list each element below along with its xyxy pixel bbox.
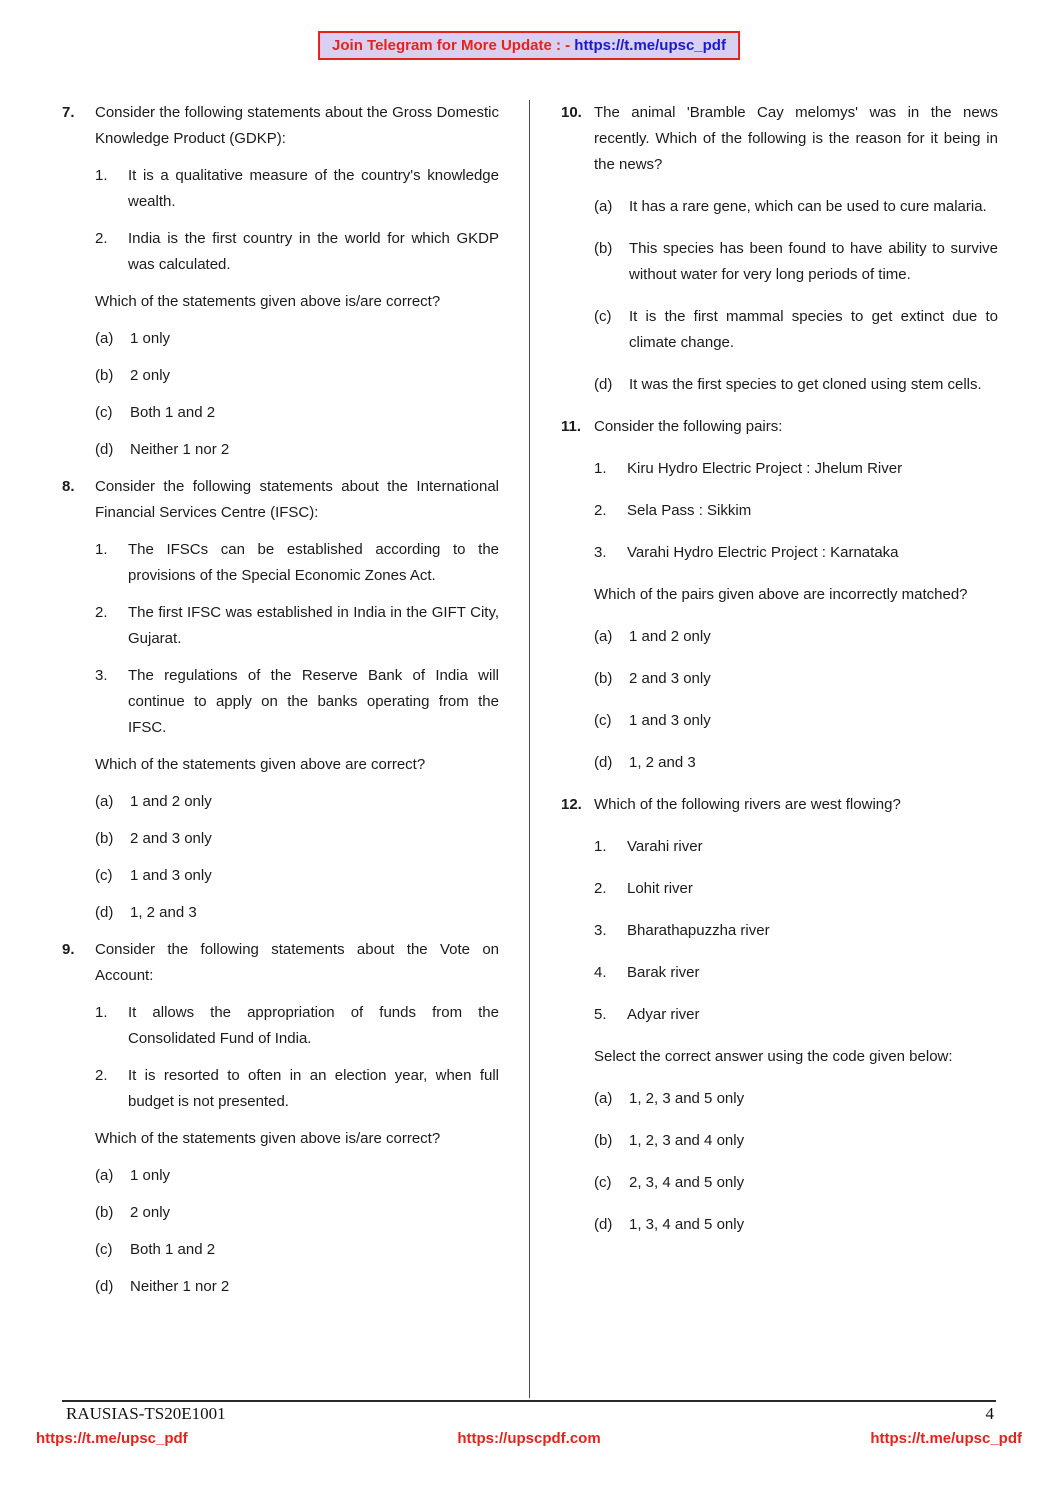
question-intro: Consider the following pairs: (594, 418, 783, 435)
option-row (95, 789, 499, 815)
option-row (594, 194, 998, 220)
question-stem: Which of the statements given above is/are correct? (95, 1130, 441, 1147)
option-label: (d) (594, 754, 613, 771)
footer-code: RAUSIAS-TS20E1001 (66, 1404, 226, 1423)
option-label: (a) (95, 330, 114, 347)
statement-row (594, 960, 998, 986)
statement-text: Bharathapuzzha river (627, 922, 770, 939)
option-row (594, 372, 998, 398)
option-text: 2 only (130, 1204, 171, 1221)
option-label: (d) (95, 904, 114, 921)
option-label: (b) (95, 367, 114, 384)
option-text: 1, 3, 4 and 5 only (629, 1216, 745, 1233)
statement-text: The regulations of the Reserve Bank of India will continue to apply on the banks operating from the IFSC. (128, 667, 499, 736)
option-row (95, 1237, 499, 1263)
question-body (594, 100, 998, 398)
option-row (95, 826, 499, 852)
question-number: 8. (62, 478, 75, 495)
statement-row (95, 600, 499, 652)
statement-row (95, 1063, 499, 1115)
column-left (62, 100, 529, 1398)
option-row (594, 1170, 998, 1196)
option-label: (d) (95, 441, 114, 458)
option-text: 1, 2 and 3 (130, 904, 197, 921)
option-label: (b) (95, 1204, 114, 1221)
option-row (594, 666, 998, 692)
statement-number: 2. (594, 880, 607, 897)
question-block (62, 474, 499, 926)
option-text: Both 1 and 2 (130, 1241, 216, 1258)
telegram-banner (318, 31, 740, 60)
option-label: (a) (95, 1167, 114, 1184)
option-text: 1, 2, 3 and 5 only (629, 1090, 745, 1107)
option-label: (a) (594, 628, 613, 645)
statement-text: Adyar river (627, 1006, 700, 1023)
statement-text: It is a qualitative measure of the country's knowledge wealth. (128, 167, 499, 210)
statement-row (594, 498, 998, 524)
statement-number: 3. (594, 544, 607, 561)
statement-row (594, 540, 998, 566)
option-label: (b) (95, 830, 114, 847)
question-stem: Which of the statements given above is/are correct? (95, 293, 441, 310)
question-intro: Consider the following statements about the Vote on Account: (95, 941, 499, 984)
question-intro: Which of the following rivers are west flowing? (594, 796, 901, 813)
option-label: (d) (594, 376, 613, 393)
question-number: 12. (561, 796, 582, 813)
option-row (95, 326, 499, 352)
option-text: 1, 2, 3 and 4 only (629, 1132, 745, 1149)
question-stem: Which of the statements given above are correct? (95, 756, 426, 773)
statement-number: 3. (594, 922, 607, 939)
option-text: This species has been found to have ability to survive without water for very long periods of time. (629, 240, 998, 283)
option-text: 2 and 3 only (130, 830, 212, 847)
option-label: (a) (594, 1090, 613, 1107)
footer-links (36, 1430, 1022, 1447)
statement-text: Varahi river (627, 838, 703, 855)
option-row (594, 304, 998, 356)
statement-row (594, 834, 998, 860)
option-row (95, 1163, 499, 1189)
option-label: (b) (594, 1132, 613, 1149)
statement-text: India is the first country in the world for which GKDP was calculated. (128, 230, 499, 273)
option-label: (d) (95, 1278, 114, 1295)
statement-row (95, 226, 499, 278)
option-text: 1 and 2 only (130, 793, 212, 810)
option-text: 2 only (130, 367, 171, 384)
option-label: (d) (594, 1216, 613, 1233)
statement-number: 2. (95, 1067, 108, 1084)
statement-row (95, 163, 499, 215)
question-body (594, 414, 998, 776)
statement-number: 1. (95, 541, 108, 558)
option-text: 1, 2 and 3 (629, 754, 696, 771)
option-text: Neither 1 nor 2 (130, 1278, 230, 1295)
option-label: (c) (594, 712, 612, 729)
footer-link-center[interactable]: https://upscpdf.com (457, 1430, 601, 1447)
option-row (95, 363, 499, 389)
statement-row (95, 537, 499, 589)
statement-row (594, 876, 998, 902)
option-row (95, 863, 499, 889)
footer-link-left[interactable]: https://t.me/upsc_pdf (36, 1430, 188, 1447)
statement-text: Lohit river (627, 880, 693, 897)
option-text: Neither 1 nor 2 (130, 441, 230, 458)
statement-text: The first IFSC was established in India in the GIFT City, Gujarat. (128, 604, 499, 647)
option-text: 1 and 3 only (130, 867, 212, 884)
option-label: (c) (95, 1241, 113, 1258)
option-row (95, 1200, 499, 1226)
option-text: 2 and 3 only (629, 670, 711, 687)
footer-link-right[interactable]: https://t.me/upsc_pdf (870, 1430, 1022, 1447)
statement-text: Varahi Hydro Electric Project : Karnataka (627, 544, 899, 561)
option-text: 2, 3, 4 and 5 only (629, 1174, 745, 1191)
question-block (561, 100, 998, 398)
statement-text: It is resorted to often in an election year, when full budget is not presented. (128, 1067, 499, 1110)
question-body (95, 474, 499, 926)
question-intro: Consider the following statements about the Gross Domestic Knowledge Product (GDKP): (95, 104, 499, 147)
option-label: (c) (594, 1174, 612, 1191)
question-number: 11. (561, 418, 582, 435)
question-intro: The animal 'Bramble Cay melomys' was in the news recently. Which of the following is the reason for it being in the news? (594, 104, 998, 173)
statement-text: Kiru Hydro Electric Project : Jhelum River (627, 460, 903, 477)
option-row (594, 1212, 998, 1238)
statement-row (594, 918, 998, 944)
statement-row (95, 663, 499, 741)
footer-page-number: 4 (985, 1404, 994, 1423)
option-label: (c) (95, 404, 113, 421)
option-row (594, 236, 998, 288)
statement-number: 3. (95, 667, 108, 684)
statement-number: 1. (95, 1004, 108, 1021)
footer-meta (66, 1404, 994, 1424)
statement-text: Sela Pass : Sikkim (627, 502, 752, 519)
question-stem: Select the correct answer using the code given below: (594, 1048, 953, 1065)
column-right (530, 100, 998, 1398)
option-row (95, 1274, 499, 1300)
option-row (594, 708, 998, 734)
statement-row (95, 1000, 499, 1052)
option-text: Both 1 and 2 (130, 404, 216, 421)
question-block (62, 937, 499, 1300)
option-row (594, 1086, 998, 1112)
option-label: (c) (594, 308, 612, 325)
statement-number: 1. (95, 167, 108, 184)
question-number: 10. (561, 104, 582, 121)
option-row (594, 1128, 998, 1154)
option-label: (a) (594, 198, 613, 215)
question-body (594, 792, 998, 1238)
statement-row (594, 1002, 998, 1028)
question-block (62, 100, 499, 463)
option-row (95, 900, 499, 926)
question-body (95, 100, 499, 463)
option-row (594, 624, 998, 650)
option-row (594, 750, 998, 776)
statement-number: 1. (594, 838, 607, 855)
question-block (561, 414, 998, 776)
statement-text: It allows the appropriation of funds from the Consolidated Fund of India. (128, 1004, 499, 1047)
statement-number: 2. (95, 230, 108, 247)
question-stem: Which of the pairs given above are incorrectly matched? (594, 586, 968, 603)
option-label: (a) (95, 793, 114, 810)
option-text: It has a rare gene, which can be used to cure malaria. (629, 198, 987, 215)
option-text: It is the first mammal species to get extinct due to climate change. (629, 308, 998, 351)
footer-divider (62, 1400, 996, 1402)
option-text: 1 only (130, 1167, 171, 1184)
statement-number: 2. (594, 502, 607, 519)
question-intro: Consider the following statements about the International Financial Services Centre (IFSC): (95, 478, 499, 521)
statement-text: Barak river (627, 964, 700, 981)
option-label: (b) (594, 240, 613, 257)
option-text: 1 and 2 only (629, 628, 711, 645)
statement-row (594, 456, 998, 482)
option-text: It was the first species to get cloned using stem cells. (629, 376, 982, 393)
option-row (95, 400, 499, 426)
statement-text: The IFSCs can be established according to the provisions of the Special Economic Zones Act. (128, 541, 499, 584)
statement-number: 2. (95, 604, 108, 621)
banner-link[interactable]: https://t.me/upsc_pdf (574, 37, 726, 54)
question-block (561, 792, 998, 1238)
option-row (95, 437, 499, 463)
question-number: 9. (62, 941, 75, 958)
option-label: (b) (594, 670, 613, 687)
statement-number: 5. (594, 1006, 607, 1023)
option-text: 1 and 3 only (629, 712, 711, 729)
question-content (62, 100, 998, 1398)
question-body (95, 937, 499, 1300)
option-text: 1 only (130, 330, 171, 347)
banner-text: Join Telegram for More Update : - (332, 37, 575, 54)
statement-number: 4. (594, 964, 607, 981)
statement-number: 1. (594, 460, 607, 477)
question-number: 7. (62, 104, 75, 121)
option-label: (c) (95, 867, 113, 884)
